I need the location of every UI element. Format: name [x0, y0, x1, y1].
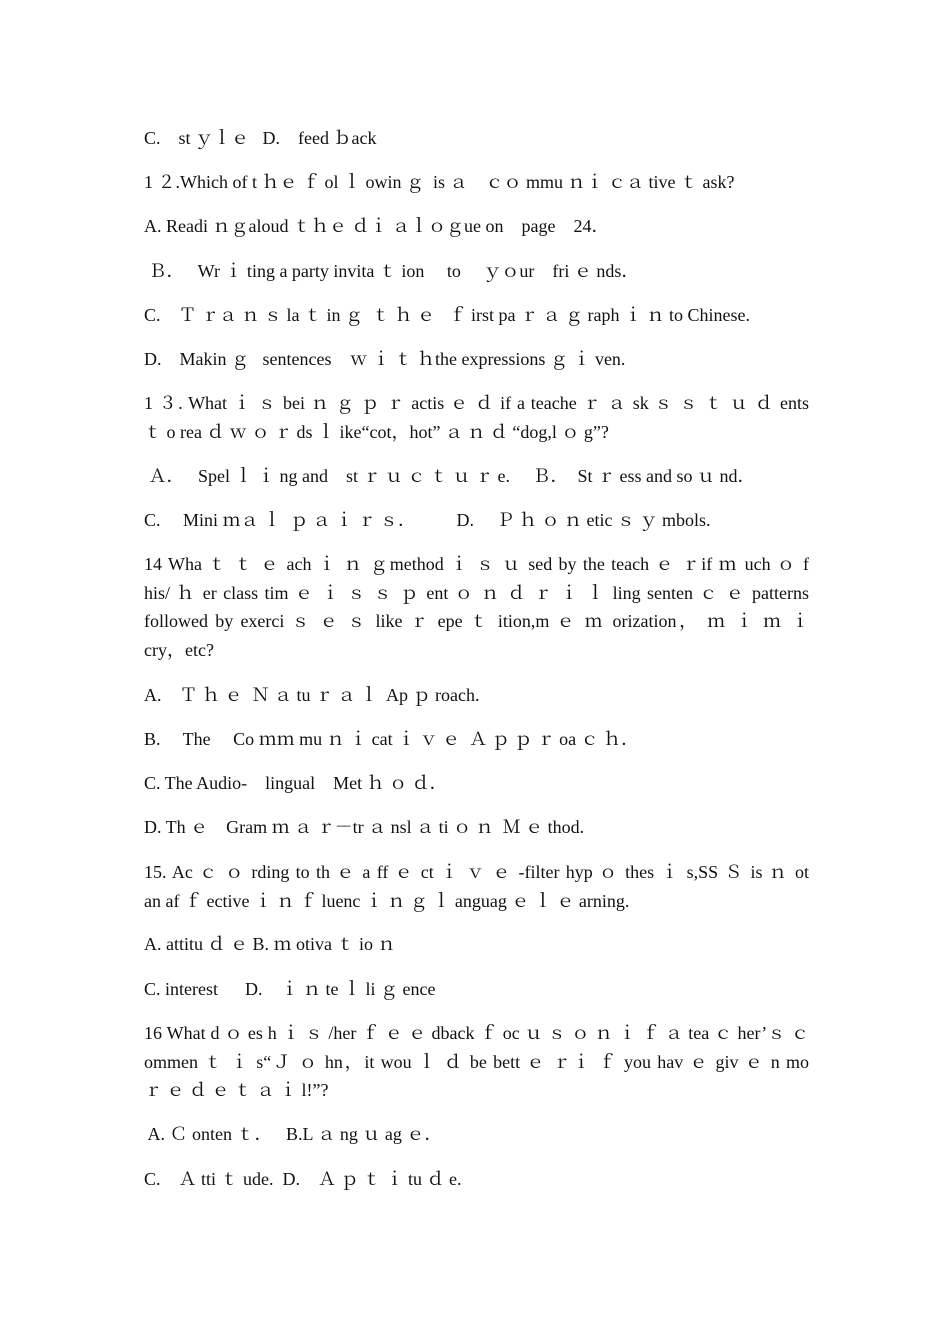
question-13 — [144, 389, 809, 446]
option-14c: C. The Audio- lingual Met ｈ ｏ ｄ． — [144, 773, 448, 793]
question-16 — [144, 1019, 809, 1105]
option-line-11cd: C. st ｙｌｅ D. feed ｂack — [144, 128, 377, 148]
option-12b: Ｂ． Wr ｉ ting a party invita ｔ ion to ｙｏur fri ｅ nds． — [144, 261, 640, 281]
question-12: 1 ２.Which of t ｈｅ ｆ ol ｌ owin ｇ is ａ ｃｏ mmu ｎｉ ｃａ tive ｔ ask? — [144, 172, 735, 192]
option-13ab: Ａ． Spel ｌ ｉ ng and st ｒ ｕ ｃ ｔ ｕ ｒ e. Ｂ． St ｒ ess and so ｕ nd． — [144, 466, 756, 486]
question-14-line-2: his/ ｈ er class tim ｅ ｉ ｓ ｓ ｐ ent ｏ ｎ ｄ ｒ ｉ ｌ ling senten ｃ ｅ patterns — [144, 582, 809, 603]
question-15-line-2: an af ｆ ective ｉ ｎ ｆ luenc ｉ ｎ ｇ ｌ anguag ｅ ｌ ｅ arning. — [144, 890, 630, 911]
option-12c: C. Ｔ ｒａ ｎ ｓ la ｔ in ｇ ｔ ｈ ｅ ｆ irst pa ｒ ａ ｇ raph ｉ ｎ to Chinese. — [144, 305, 750, 325]
option-16cd: C. Ａ tti ｔ ude. D. Ａ ｐ ｔ ｉ tu ｄ e. — [144, 1169, 462, 1189]
question-13-line-1: 1 ３. What ｉ ｓ bei ｎ ｇ ｐ ｒ actis ｅ ｄ if a teache ｒ ａ sk ｓ ｓ ｔ ｕ ｄ ents — [144, 393, 809, 413]
question-15-line-1: 15. Ac ｃ ｏ rding to th ｅ a ff ｅ ct ｉ ｖ ｅ -filter hyp ｏ thes ｉ s,SS Ｓ is ｎ ot — [144, 862, 809, 882]
option-15ab: A. attitu ｄ ｅ B. ｍ otiva ｔ io ｎ — [144, 934, 396, 954]
question-14-line-1: 14 Wha ｔ ｔ ｅ ach ｉ ｎ ｇmethod ｉ ｓ ｕ sed by the teach ｅ ｒif ｍ uch ｏ f — [144, 554, 809, 574]
option-16ab: A. Ｃ onten ｔ． B.L ａ ng ｕ ag ｅ． — [144, 1124, 443, 1144]
option-14d: D. Th ｅ Gram ｍ ａ ｒ－tr ａ nsl ａ ti ｏ ｎ Ｍ ｅ thod. — [144, 817, 585, 837]
question-13-line-2: ｔ o rea ｄ ｗ ｏ ｒ ds ｌ ike“cot，hot” ａ ｎ ｄ “dog,l ｏ g”? — [144, 421, 609, 442]
question-14 — [144, 550, 809, 665]
option-13cd: C. Mini ｍａ ｌ ｐ ａ ｉ ｒ ｓ． D. Ｐ ｈ ｏ ｎ etic ｓ ｙ mbols. — [144, 510, 711, 530]
option-14a: A. Ｔ ｈ ｅ Ｎ ａ tu ｒ ａ ｌ Ap ｐ roach. — [144, 685, 480, 705]
question-15 — [144, 858, 809, 915]
option-12d: D. Makin ｇ sentences ｗ ｉ ｔ ｈthe expressions ｇ ｉ ven. — [144, 349, 626, 369]
option-15cd: C. interest D. ｉ ｎ te ｌ li ｇ ence — [144, 979, 436, 999]
question-16-line-3: ｒ ｅ ｄ ｅ ｔ ａ ｉ l!”? — [144, 1080, 329, 1101]
option-14b: B. The Co ｍｍ mu ｎ ｉ cat ｉ ｖ ｅ Ａ ｐ ｐ ｒ oa ｃ ｈ． — [144, 729, 640, 749]
question-16-line-2: ommen ｔ ｉ s“Ｊ ｏ hn，it wou ｌ ｄ be bett ｅ ｒｉ ｆ you hav ｅ giv ｅ n mo — [144, 1051, 809, 1072]
question-16-line-1: 16 What d ｏ es h ｉ ｓ /her ｆ ｅ ｅ dback ｆ oc ｕ ｓ ｏ ｎ ｉ ｆ ａ tea ｃ her’ｓ ｃ — [144, 1023, 809, 1043]
question-14-line-3: followed by exerci ｓ ｅ ｓ like ｒ epe ｔ ition,m ｅ ｍ orization， ｍ ｉ ｍ ｉ — [144, 611, 809, 632]
question-14-line-4: cry，etc? — [144, 640, 214, 661]
option-12a: A. Readi ｎｇaloud ｔｈｅ ｄｉ ａｌｏｇue on page 24． — [144, 216, 610, 236]
